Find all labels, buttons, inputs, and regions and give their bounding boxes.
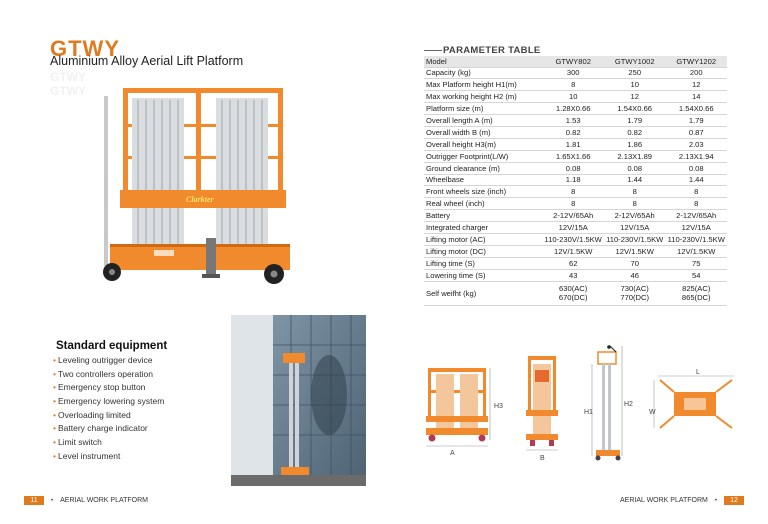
table-row: Max Platform height H1(m) 8 10 12 (424, 79, 727, 91)
footer-title: AERIAL WORK PLATFORM (60, 497, 149, 504)
list-item: • Two controllers operation (53, 368, 153, 379)
footer-left: 11 • AERIAL WORK PLATFORM (24, 496, 148, 505)
table-row: Overall height H3(m) 1.81 1.86 2.03 (424, 138, 727, 150)
extended-view-diagram (582, 342, 634, 462)
dim-label-w: W (649, 409, 656, 416)
list-item: • Limit switch (53, 437, 102, 448)
table-row: Battery 2-12V/65Ah 2-12V/65Ah 2-12V/65Ah (424, 210, 727, 222)
table-row: Front wheels size (inch) 8 8 8 (424, 186, 727, 198)
table-row: Overall length A (m) 1.53 1.79 1.79 (424, 115, 727, 127)
list-item: • Overloading limited (53, 409, 131, 420)
table-row: Ground clearance (m) 0.08 0.08 0.08 (424, 162, 727, 174)
lift-platform-image (96, 86, 296, 291)
dim-label-h3: H3 (494, 403, 503, 410)
standard-equipment-title: Standard equipment (56, 340, 168, 352)
list-item: • Battery charge indicator (53, 423, 148, 434)
ghost-watermark: GTWY GTWY (50, 70, 86, 98)
table-row: Overall width B (m) 0.82 0.82 0.87 (424, 126, 727, 138)
product-subtitle: Aluminium Alloy Aerial Lift Platform (50, 54, 244, 68)
dim-label-a: A (450, 450, 455, 457)
table-row: Outrigger Footprint(L/W) 1.65X1.66 2.13X1.89 2.13X1.94 (424, 150, 727, 162)
front-view-diagram (522, 350, 562, 462)
building-photo (231, 315, 366, 486)
dim-label-h2: H2 (624, 401, 633, 408)
list-item: • Emergency lowering system (53, 396, 165, 407)
list-item: • Leveling outrigger device (53, 355, 153, 365)
page-number: 11 (24, 496, 44, 505)
brand-title: GTWY (50, 36, 120, 61)
list-item: • Level instrument (53, 450, 121, 461)
standard-equipment-list (53, 354, 164, 464)
table-row: Lifting motor (DC) 12V/1.5KW 12V/1.5KW 12V/1.5KW (424, 245, 727, 257)
table-header-row: Model GTWY802 GTWY1002 GTWY1202 (424, 56, 727, 67)
side-view-diagram (420, 360, 505, 460)
table-row: Lifting motor (AC) 110-230V/1.5KW 110-230V/1.5KW 110-230V/1.5KW (424, 233, 727, 245)
machine-logo: Clarkter (186, 195, 214, 204)
page-number: 12 (724, 496, 744, 505)
table-row: Wheelbase 1.18 1.44 1.44 (424, 174, 727, 186)
table-row: Real wheel (inch) 8 8 8 (424, 198, 727, 210)
table-row: Lifting time (S) 62 70 75 (424, 257, 727, 269)
table-row: Lowering time (S) 43 46 54 (424, 269, 727, 281)
footer-right: AERIAL WORK PLATFORM • 12 (620, 496, 744, 505)
dim-label-l: L (696, 369, 700, 376)
top-view-diagram (646, 366, 742, 436)
dim-label-h1: H1 (584, 409, 593, 416)
parameter-table-title: PARAMETER TABLE (443, 45, 541, 56)
dim-label-b: B (540, 455, 545, 462)
list-item: • Emergency stop button (53, 382, 146, 393)
parameter-table (424, 56, 727, 306)
table-row: Capacity (kg) 300 250 200 (424, 67, 727, 79)
table-row: Integrated charger 12V/15A 12V/15A 12V/15A (424, 222, 727, 234)
table-row: Self weifht (kg) 630(AC) 670(DC) 730(AC) 770(DC) 825(AC) 865(DC) (424, 281, 727, 305)
table-row: Platform size (m) 1.28X0.66 1.54X0.66 1.54X0.66 (424, 103, 727, 115)
title-rule (424, 50, 442, 51)
footer-title: AERIAL WORK PLATFORM (619, 497, 708, 504)
table-row: Max working height H2 (m) 10 12 14 (424, 91, 727, 103)
